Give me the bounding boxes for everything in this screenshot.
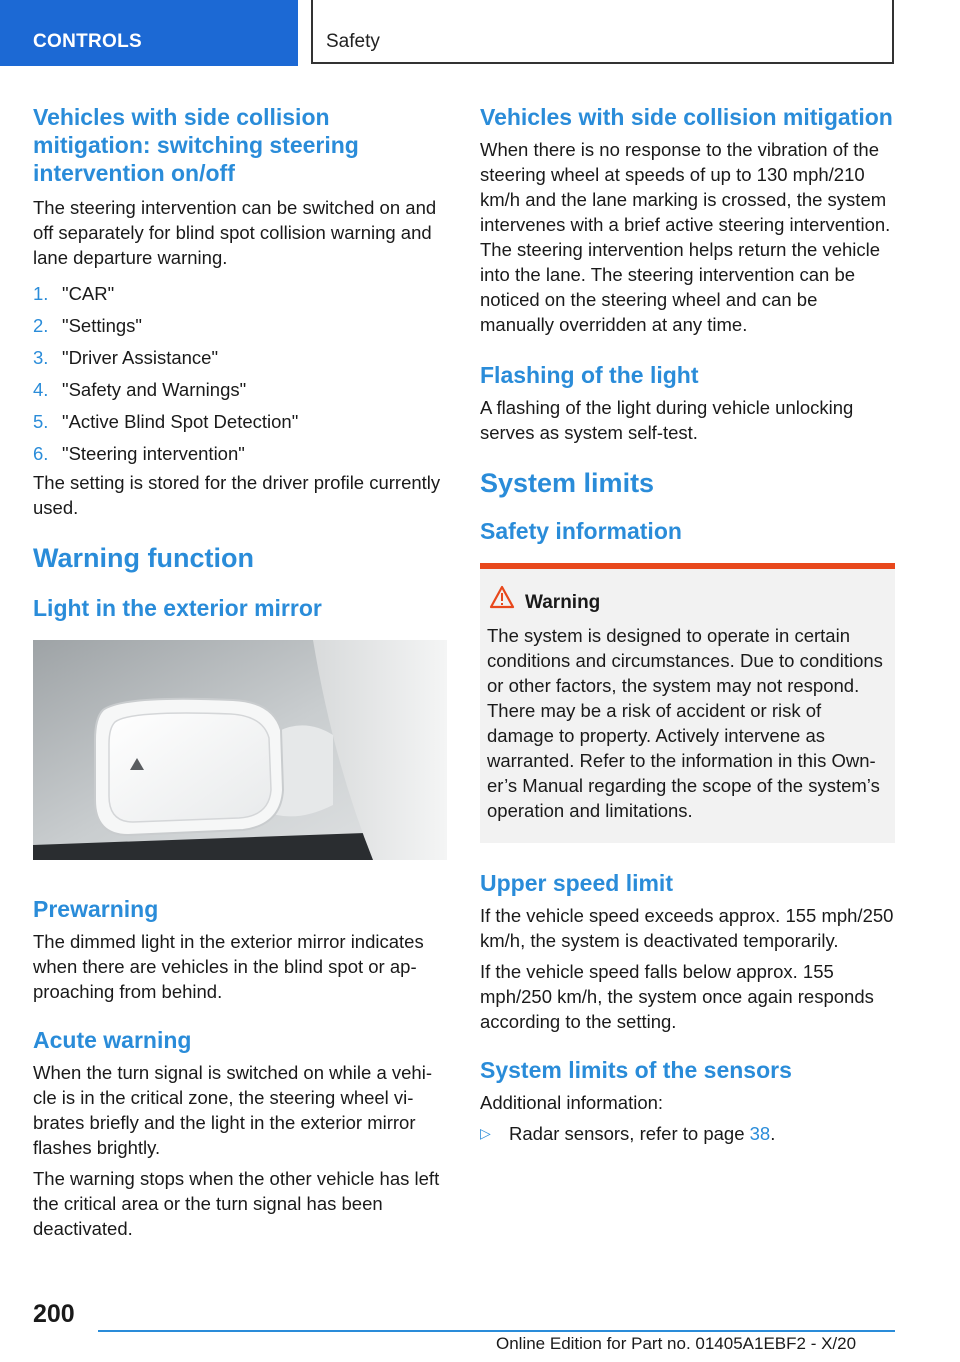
right-column [480, 103, 895, 1146]
warning-box [480, 563, 895, 843]
footer-edition: Online Edition for Part no. 01405A1EBF2 - X/20 [496, 1334, 857, 1353]
warning-text: The system is designed to operate in certain conditions and circumstances. Due to conditions or other factors, the system may not respond. There may be a risk of accident or risk of damage to property. Actively intervene as warranted. Refer to the information in this Owner’s Manual regarding the scope of the system’s operation and limitations. [487, 625, 883, 821]
sensor-list [480, 1121, 895, 1146]
list-item: 5. "Active Blind Spot Detection" [33, 411, 299, 432]
warning-title: Warning [525, 592, 601, 613]
header-chapter-label: Safety [326, 31, 380, 52]
warning-triangle-icon [489, 585, 515, 609]
heading-system-limits: System limits [480, 468, 655, 498]
heading-upper-speed-limit: Upper speed limit [480, 870, 673, 896]
exterior-mirror-illustration [33, 640, 447, 860]
paragraph-side-collision: When there is no response to the vibration of the steering wheel at speeds of up to 130 mph/210 km/h and the lane marking is crossed, the system intervenes with a brief active steering intervention. The steering intervention helps return the vehicle into the lane. The steering intervention can be noticed on the steering wheel and can be manually overridden at any time. [480, 139, 891, 335]
steps-list [33, 278, 447, 470]
paragraph-acute-1: When the turn signal is switched on while a vehicle is in the critical zone, the steering wheel vibrates briefly and the light in the exterior mirror flashes brightly. [33, 1062, 432, 1158]
page-number: 200 [33, 1300, 75, 1328]
heading-sensor-limits: System limits of the sensors [480, 1057, 792, 1083]
bullet-triangle-icon: ▷ [480, 1125, 491, 1141]
footer-rule [98, 1330, 895, 1332]
paragraph-upper-2: If the vehicle speed falls below approx. 155 mph/250 km/h, the system once again responds according to the setting. [480, 961, 874, 1032]
heading-safety-information: Safety information [480, 518, 682, 544]
heading-prewarning: Prewarning [33, 896, 159, 922]
heading-light-mirror: Light in the exterior mirror [33, 595, 322, 621]
list-item: 1. "CAR" [33, 283, 115, 304]
paragraph-acute-2: The warning stops when the other vehicle has left the critical area or the turn signal has been deactivated. [33, 1168, 440, 1239]
paragraph-upper-1: If the vehicle speed exceeds approx. 155 mph/250 km/h, the system is deactivated temporarily. [480, 905, 894, 951]
heading-warning-function: Warning function [33, 543, 254, 573]
warning-header [487, 591, 887, 615]
header-section-label: CONTROLS [33, 31, 143, 52]
paragraph-switching: The steering intervention can be switched on and off separately for blind spot collision warning and lane departure warning. [33, 197, 437, 268]
list-item: 6. "Steering intervention" [33, 443, 245, 464]
list-item: ▷ Radar sensors, refer to page 38. [480, 1123, 776, 1144]
list-item: 2. "Settings" [33, 315, 142, 336]
heading-acute-warning: Acute warning [33, 1027, 192, 1053]
paragraph-prewarning: The dimmed light in the exterior mirror indicates when there are vehicles in the blind spot or approaching from behind. [33, 931, 424, 1002]
paragraph-sensors: Additional information: [480, 1092, 664, 1113]
paragraph-flashing: A flashing of the light during vehicle unlocking serves as system self-test. [480, 397, 854, 443]
heading-flashing-light: Flashing of the light [480, 362, 699, 388]
list-item: 3. "Driver Assistance" [33, 347, 219, 368]
header-chapter-box [311, 0, 894, 64]
left-column [33, 103, 447, 1241]
heading-side-collision: Vehicles with side collision mitigation [480, 104, 893, 130]
header-section-tab [0, 0, 298, 66]
list-item: 4. "Safety and Warnings" [33, 379, 247, 400]
paragraph-stored: The setting is stored for the driver profile currently used. [33, 472, 441, 518]
heading-switching-steering: Vehicles with side collision mitigation: switching steering intervention on/off [33, 104, 359, 186]
page-link-38[interactable]: 38 [749, 1123, 771, 1144]
